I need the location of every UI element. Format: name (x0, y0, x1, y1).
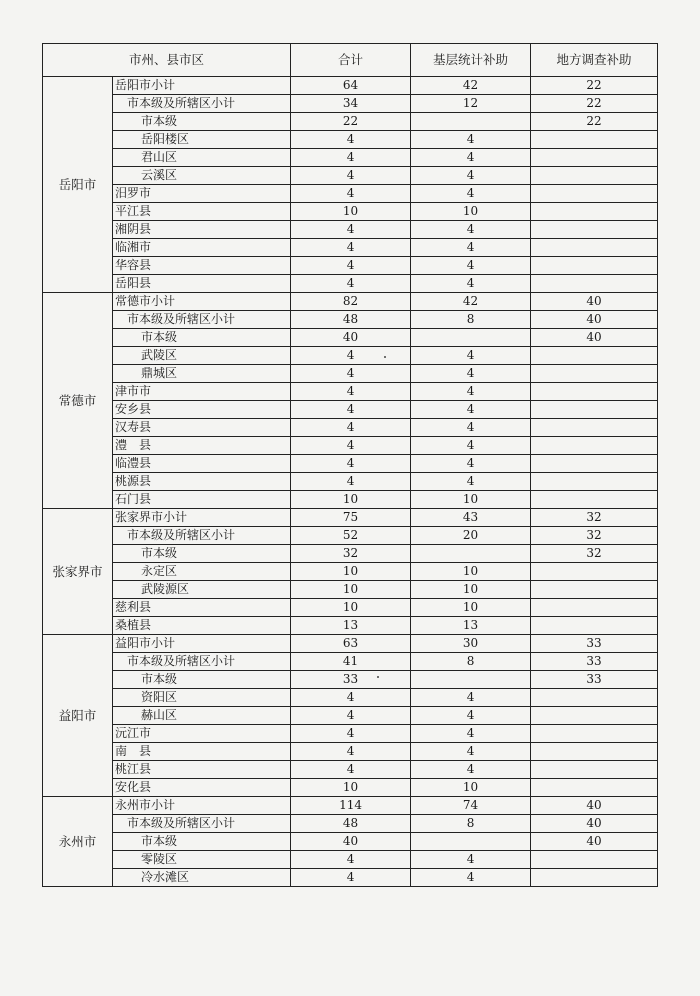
local-subsidy-cell (531, 275, 658, 293)
basic-subsidy-cell: 4 (411, 185, 531, 203)
district-name-cell: 桃源县 (113, 473, 291, 491)
district-name-cell: 永州市小计 (113, 797, 291, 815)
basic-subsidy-cell: 4 (411, 743, 531, 761)
table-row (43, 383, 658, 401)
basic-subsidy-cell: 4 (411, 707, 531, 725)
local-subsidy-cell: 22 (531, 113, 658, 131)
basic-subsidy-cell: 4 (411, 149, 531, 167)
table-row (43, 545, 658, 563)
table-row (43, 653, 658, 671)
table-row (43, 113, 658, 131)
table-row (43, 671, 658, 689)
basic-subsidy-cell: 8 (411, 311, 531, 329)
table-row (43, 329, 658, 347)
district-name-cell: 石门县 (113, 491, 291, 509)
total-cell: 22 (291, 113, 411, 131)
district-name-cell: 云溪区 (113, 167, 291, 185)
header-total: 合计 (291, 44, 411, 77)
basic-subsidy-cell: 10 (411, 491, 531, 509)
basic-subsidy-cell: 4 (411, 455, 531, 473)
basic-subsidy-cell: 74 (411, 797, 531, 815)
basic-subsidy-cell: 4 (411, 383, 531, 401)
total-cell: 48 (291, 311, 411, 329)
total-cell: 4 (291, 347, 411, 365)
total-cell: 4 (291, 419, 411, 437)
district-name-cell: 市本级及所辖区小计 (113, 311, 291, 329)
district-name-cell: 桃江县 (113, 761, 291, 779)
total-cell: 82 (291, 293, 411, 311)
district-name-cell: 资阳区 (113, 689, 291, 707)
basic-subsidy-cell: 4 (411, 131, 531, 149)
district-name-cell: 安化县 (113, 779, 291, 797)
table-row (43, 761, 658, 779)
local-subsidy-cell (531, 383, 658, 401)
basic-subsidy-cell: 4 (411, 437, 531, 455)
district-name-cell: 益阳市小计 (113, 635, 291, 653)
district-name-cell: 澧 县 (113, 437, 291, 455)
total-cell: 4 (291, 689, 411, 707)
district-name-cell: 湘阴县 (113, 221, 291, 239)
district-name-cell: 零陵区 (113, 851, 291, 869)
table-body (43, 77, 658, 887)
total-cell: 64 (291, 77, 411, 95)
table-row (43, 419, 658, 437)
basic-subsidy-cell: 4 (411, 725, 531, 743)
header-local-survey-subsidy: 地方调查补助 (531, 44, 658, 77)
district-name-cell: 冷水滩区 (113, 869, 291, 887)
district-name-cell: 岳阳县 (113, 275, 291, 293)
table-row (43, 797, 658, 815)
basic-subsidy-cell (411, 329, 531, 347)
table-row (43, 437, 658, 455)
basic-subsidy-cell (411, 833, 531, 851)
table-row (43, 311, 658, 329)
city-cell: 岳阳市 (43, 77, 113, 293)
header-basic-stat-subsidy: 基层统计补助 (411, 44, 531, 77)
district-name-cell: 桑植县 (113, 617, 291, 635)
local-subsidy-cell: 33 (531, 635, 658, 653)
basic-subsidy-cell: 4 (411, 167, 531, 185)
district-name-cell: 赫山区 (113, 707, 291, 725)
basic-subsidy-cell: 10 (411, 779, 531, 797)
basic-subsidy-cell: 4 (411, 419, 531, 437)
city-cell: 永州市 (43, 797, 113, 887)
table-row (43, 599, 658, 617)
basic-subsidy-cell: 10 (411, 599, 531, 617)
table-row (43, 347, 658, 365)
basic-subsidy-cell: 4 (411, 257, 531, 275)
district-name-cell: 武陵区 (113, 347, 291, 365)
basic-subsidy-cell: 4 (411, 401, 531, 419)
local-subsidy-cell (531, 869, 658, 887)
basic-subsidy-cell: 4 (411, 221, 531, 239)
scan-speck (377, 676, 379, 678)
basic-subsidy-cell: 30 (411, 635, 531, 653)
table-row (43, 509, 658, 527)
total-cell: 4 (291, 707, 411, 725)
total-cell: 4 (291, 221, 411, 239)
local-subsidy-cell (531, 239, 658, 257)
total-cell: 4 (291, 743, 411, 761)
local-subsidy-cell (531, 131, 658, 149)
local-subsidy-cell: 22 (531, 95, 658, 113)
district-name-cell: 君山区 (113, 149, 291, 167)
table-row (43, 635, 658, 653)
district-name-cell: 市本级及所辖区小计 (113, 95, 291, 113)
total-cell: 40 (291, 329, 411, 347)
district-name-cell: 慈利县 (113, 599, 291, 617)
local-subsidy-cell (531, 491, 658, 509)
table-row (43, 581, 658, 599)
local-subsidy-cell (531, 167, 658, 185)
basic-subsidy-cell: 4 (411, 689, 531, 707)
district-name-cell: 市本级及所辖区小计 (113, 815, 291, 833)
district-name-cell: 市本级 (113, 329, 291, 347)
basic-subsidy-cell (411, 671, 531, 689)
total-cell: 4 (291, 149, 411, 167)
total-cell: 4 (291, 473, 411, 491)
basic-subsidy-cell: 10 (411, 581, 531, 599)
table-row (43, 779, 658, 797)
table-row (43, 707, 658, 725)
local-subsidy-cell (531, 257, 658, 275)
table-row (43, 167, 658, 185)
basic-subsidy-cell: 4 (411, 347, 531, 365)
district-name-cell: 岳阳楼区 (113, 131, 291, 149)
basic-subsidy-cell: 8 (411, 815, 531, 833)
city-cell: 张家界市 (43, 509, 113, 635)
total-cell: 4 (291, 455, 411, 473)
table-row (43, 203, 658, 221)
subsidy-table (42, 43, 658, 887)
total-cell: 4 (291, 185, 411, 203)
total-cell: 4 (291, 275, 411, 293)
local-subsidy-cell: 40 (531, 833, 658, 851)
local-subsidy-cell (531, 437, 658, 455)
basic-subsidy-cell: 12 (411, 95, 531, 113)
total-cell: 13 (291, 617, 411, 635)
local-subsidy-cell: 40 (531, 329, 658, 347)
table-row (43, 527, 658, 545)
local-subsidy-cell (531, 203, 658, 221)
district-name-cell: 市本级 (113, 113, 291, 131)
local-subsidy-cell: 22 (531, 77, 658, 95)
local-subsidy-cell (531, 707, 658, 725)
table-row (43, 185, 658, 203)
district-name-cell: 津市市 (113, 383, 291, 401)
local-subsidy-cell: 40 (531, 815, 658, 833)
total-cell: 63 (291, 635, 411, 653)
basic-subsidy-cell: 10 (411, 563, 531, 581)
basic-subsidy-cell: 42 (411, 77, 531, 95)
district-name-cell: 常德市小计 (113, 293, 291, 311)
district-name-cell: 华容县 (113, 257, 291, 275)
local-subsidy-cell: 32 (531, 509, 658, 527)
table-row (43, 815, 658, 833)
total-cell: 10 (291, 599, 411, 617)
table-row (43, 473, 658, 491)
district-name-cell: 市本级 (113, 545, 291, 563)
table-header-row (43, 44, 658, 77)
district-name-cell: 市本级及所辖区小计 (113, 653, 291, 671)
district-name-cell: 市本级 (113, 671, 291, 689)
table-row (43, 293, 658, 311)
district-name-cell: 武陵源区 (113, 581, 291, 599)
local-subsidy-cell: 40 (531, 311, 658, 329)
city-cell: 常德市 (43, 293, 113, 509)
total-cell: 4 (291, 383, 411, 401)
local-subsidy-cell (531, 599, 658, 617)
table-row (43, 455, 658, 473)
total-cell: 4 (291, 257, 411, 275)
city-cell: 益阳市 (43, 635, 113, 797)
local-subsidy-cell (531, 617, 658, 635)
local-subsidy-cell: 33 (531, 653, 658, 671)
basic-subsidy-cell: 43 (411, 509, 531, 527)
total-cell: 41 (291, 653, 411, 671)
basic-subsidy-cell: 4 (411, 851, 531, 869)
district-name-cell: 临湘市 (113, 239, 291, 257)
district-name-cell: 临澧县 (113, 455, 291, 473)
local-subsidy-cell (531, 221, 658, 239)
local-subsidy-cell (531, 419, 658, 437)
basic-subsidy-cell (411, 545, 531, 563)
district-name-cell: 张家界市小计 (113, 509, 291, 527)
basic-subsidy-cell: 4 (411, 869, 531, 887)
district-name-cell: 市本级 (113, 833, 291, 851)
local-subsidy-cell (531, 725, 658, 743)
local-subsidy-cell (531, 401, 658, 419)
total-cell: 4 (291, 167, 411, 185)
total-cell: 4 (291, 131, 411, 149)
total-cell: 4 (291, 437, 411, 455)
local-subsidy-cell: 40 (531, 293, 658, 311)
district-name-cell: 汉寿县 (113, 419, 291, 437)
local-subsidy-cell: 40 (531, 797, 658, 815)
total-cell: 10 (291, 203, 411, 221)
local-subsidy-cell (531, 743, 658, 761)
total-cell: 10 (291, 563, 411, 581)
total-cell: 33 (291, 671, 411, 689)
table-row (43, 77, 658, 95)
table-row (43, 239, 658, 257)
header-region: 市州、县市区 (43, 44, 291, 77)
table-row (43, 365, 658, 383)
total-cell: 4 (291, 761, 411, 779)
district-name-cell: 市本级及所辖区小计 (113, 527, 291, 545)
district-name-cell: 汨罗市 (113, 185, 291, 203)
total-cell: 4 (291, 869, 411, 887)
table-row (43, 869, 658, 887)
local-subsidy-cell: 32 (531, 527, 658, 545)
table-row (43, 275, 658, 293)
total-cell: 48 (291, 815, 411, 833)
local-subsidy-cell (531, 185, 658, 203)
total-cell: 40 (291, 833, 411, 851)
basic-subsidy-cell: 10 (411, 203, 531, 221)
table-row (43, 851, 658, 869)
table-row (43, 563, 658, 581)
total-cell: 4 (291, 401, 411, 419)
total-cell: 114 (291, 797, 411, 815)
table-row (43, 149, 658, 167)
district-name-cell: 岳阳市小计 (113, 77, 291, 95)
table-row (43, 491, 658, 509)
district-name-cell: 永定区 (113, 563, 291, 581)
total-cell: 10 (291, 581, 411, 599)
total-cell: 32 (291, 545, 411, 563)
basic-subsidy-cell: 4 (411, 239, 531, 257)
local-subsidy-cell (531, 365, 658, 383)
district-name-cell: 沅江市 (113, 725, 291, 743)
basic-subsidy-cell (411, 113, 531, 131)
basic-subsidy-cell: 4 (411, 761, 531, 779)
scan-speck (384, 356, 386, 358)
total-cell: 10 (291, 491, 411, 509)
local-subsidy-cell (531, 851, 658, 869)
district-name-cell: 南 县 (113, 743, 291, 761)
table-row (43, 221, 658, 239)
local-subsidy-cell (531, 347, 658, 365)
basic-subsidy-cell: 4 (411, 275, 531, 293)
table-row (43, 833, 658, 851)
basic-subsidy-cell: 13 (411, 617, 531, 635)
local-subsidy-cell: 33 (531, 671, 658, 689)
basic-subsidy-cell: 42 (411, 293, 531, 311)
local-subsidy-cell (531, 689, 658, 707)
total-cell: 34 (291, 95, 411, 113)
local-subsidy-cell (531, 455, 658, 473)
district-name-cell: 安乡县 (113, 401, 291, 419)
local-subsidy-cell (531, 563, 658, 581)
total-cell: 4 (291, 851, 411, 869)
basic-subsidy-cell: 8 (411, 653, 531, 671)
basic-subsidy-cell: 20 (411, 527, 531, 545)
total-cell: 4 (291, 365, 411, 383)
district-name-cell: 鼎城区 (113, 365, 291, 383)
basic-subsidy-cell: 4 (411, 473, 531, 491)
table-row (43, 689, 658, 707)
total-cell: 4 (291, 239, 411, 257)
basic-subsidy-cell: 4 (411, 365, 531, 383)
table-row (43, 257, 658, 275)
table-row (43, 131, 658, 149)
table-row (43, 95, 658, 113)
total-cell: 10 (291, 779, 411, 797)
table-row (43, 743, 658, 761)
total-cell: 52 (291, 527, 411, 545)
local-subsidy-cell (531, 473, 658, 491)
total-cell: 4 (291, 725, 411, 743)
total-cell: 75 (291, 509, 411, 527)
local-subsidy-cell (531, 149, 658, 167)
table-row (43, 617, 658, 635)
local-subsidy-cell (531, 761, 658, 779)
table-row (43, 401, 658, 419)
district-name-cell: 平江县 (113, 203, 291, 221)
local-subsidy-cell (531, 581, 658, 599)
local-subsidy-cell: 32 (531, 545, 658, 563)
table-row (43, 725, 658, 743)
local-subsidy-cell (531, 779, 658, 797)
